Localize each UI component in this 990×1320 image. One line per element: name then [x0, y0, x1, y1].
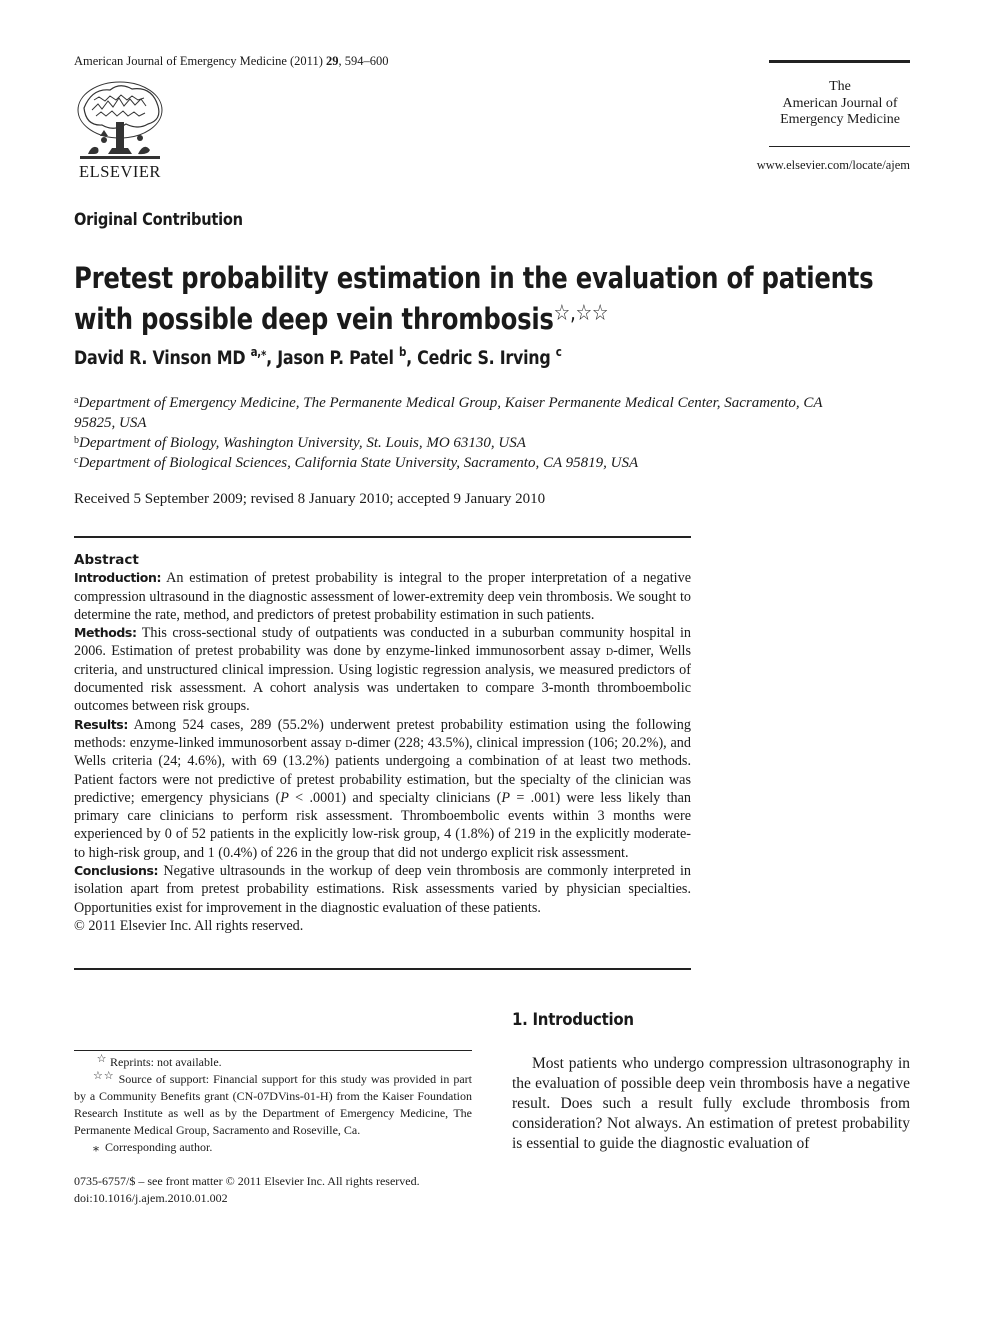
author-affiliation-marker[interactable]: a,⁎ [250, 345, 267, 359]
footnote-support: ☆☆ Source of support: Financial support for this study was provided in part by a Community Benefits grant (CN-07DVins-01-H) from the Kaiser Foundation Research Institute as well as by the Department of Emergency Medicine, The Permanente Medical Group, Sacramento and Roseville, Ca. [74, 1070, 472, 1137]
section-label: Original Contribution [74, 210, 243, 230]
journal-citation: American Journal of Emergency Medicine (2011) 29, 594–600 [74, 54, 389, 68]
affiliation: $^b$Department of Biology, Washington University, St. Louis, MO 63130, USA [74, 435, 526, 451]
abstract-methods: Methods: This cross-sectional study of outpatients was conducted in a suburban community hospital in 2006. Estimation of pretest probability was done by enzyme-linked immunosorbent assay d-dimer, Wells criteria, and unstructured clinical impression. Using logistic regression analysis, we measured predictors of documented risk assessment. A cohort analysis was undertaken to compare 3-month thromboembolic outcomes between risk groups. [74, 625, 691, 715]
article-title: Pretest probability estimation in the evaluation of patients with possible deep vein thrombosis☆,☆☆ [74, 261, 874, 336]
journal-name: The American Journal of Emergency Medicine [780, 79, 900, 127]
elsevier-wordmark: ELSEVIER [79, 162, 161, 181]
introduction-paragraph: Most patients who undergo compression ultrasonography in the evaluation of possible deep vein thrombosis have a negative result. Does such a result fully exclude thrombosis from consideration? Not always. An estimation of pretest probability is essential to guide the diagnostic evaluation of [512, 1055, 910, 1152]
front-matter-info [74, 1173, 494, 1207]
doi-link[interactable]: 10.1016/j.ajem.2010.01.002 [92, 1191, 228, 1205]
citation-volume: 29 [326, 54, 339, 68]
author-affiliation-marker[interactable]: c [555, 345, 562, 359]
abstract [74, 551, 691, 935]
journal-rule-bottom [769, 146, 910, 147]
affiliation: $^a$Department of Emergency Medicine, The Permanente Medical Group, Kaiser Permanente Medical Center, Sacramento, CA 95825, USA [74, 395, 823, 431]
abstract-conclusions: Conclusions: Negative ultrasounds in the workup of deep vein thrombosis are commonly interpreted in isolation apart from pretest probability estimations. Risk assessments varied by physician specialties. Opportunities exist for improvement in the diagnostic evaluation of these patients. [74, 863, 691, 916]
doi-line: doi:10.1016/j.ajem.2010.01.002 [74, 1191, 228, 1205]
author-name[interactable]: Cedric S. Irving [417, 348, 551, 369]
footnote-reprints: ☆ Reprints: not available. [96, 1053, 222, 1069]
abstract-rule-top [74, 536, 691, 538]
author-list: David R. Vinson MD $^{a,⁎}$, Jason P. Patel $^b$, Cedric S. Irving $^c$ [74, 345, 562, 369]
affiliation: $^c$Department of Biological Sciences, California State University, Sacramento, CA 95819, USA [74, 455, 639, 471]
author-name[interactable]: Jason P. Patel [277, 348, 394, 369]
author-name[interactable]: David R. Vinson MD [74, 348, 246, 369]
elsevier-tree-logo [74, 80, 166, 162]
footnote-rule [74, 1050, 472, 1051]
abstract-heading: Abstract [74, 552, 139, 568]
issn-line: 0735-6757/$ – see front matter © 2011 Elsevier Inc. All rights reserved. [74, 1174, 420, 1188]
abstract-results: Results: Among 524 cases, 289 (55.2%) underwent pretest probability estimation using the following methods: enzyme-linked immunosorbent assay d-dimer (228; 43.5%), clinical impression (106; 20.2%), and Wells criteria (24; 4.6%), with 69 (13.2%) patients undergoing a combination of at least two methods. Patient factors were not predictive of pretest probability estimation, but the specialty of the clinician was predictive; emergency physicians (P < .0001) and specialty clinicians (P = .001) were less likely than primary care clinicians to perform risk assessment. Thromboembolic events within 3 months were experienced by 0 of 52 patients in the explicitly low-risk group, 4 (1.8%) of 219 in the explicitly moderate- to high-risk group, and 1 (0.4%) of 226 in the group that did not undergo explicit risk assessment. [74, 716, 692, 861]
received-dates: Received 5 September 2009; revised 8 January 2010; accepted 9 January 2010 [74, 491, 546, 507]
journal-url-link[interactable]: www.elsevier.com/locate/ajem [756, 158, 910, 172]
section-heading-introduction: 1. Introduction [512, 1010, 634, 1030]
footnote-corresponding: ⁎ Corresponding author. [93, 1140, 213, 1154]
abstract-copyright: © 2011 Elsevier Inc. All rights reserved. [74, 917, 304, 934]
footnotes [74, 1054, 472, 1156]
title-footnote-marks[interactable]: ☆,☆☆ [553, 301, 609, 326]
author-affiliation-marker[interactable]: b [398, 345, 407, 359]
elsevier-tree-icon [74, 80, 166, 162]
journal-rule-top [769, 60, 910, 63]
abstract-rule-bottom [74, 968, 691, 970]
abstract-introduction: Introduction: An estimation of pretest probability is integral to the proper interpretation of a negative compression ultrasound in the diagnostic assessment of lower-extremity deep vein thrombosis. We sought to determine the rate, method, and predictors of pretest probability estimation in such patients. [74, 570, 691, 623]
